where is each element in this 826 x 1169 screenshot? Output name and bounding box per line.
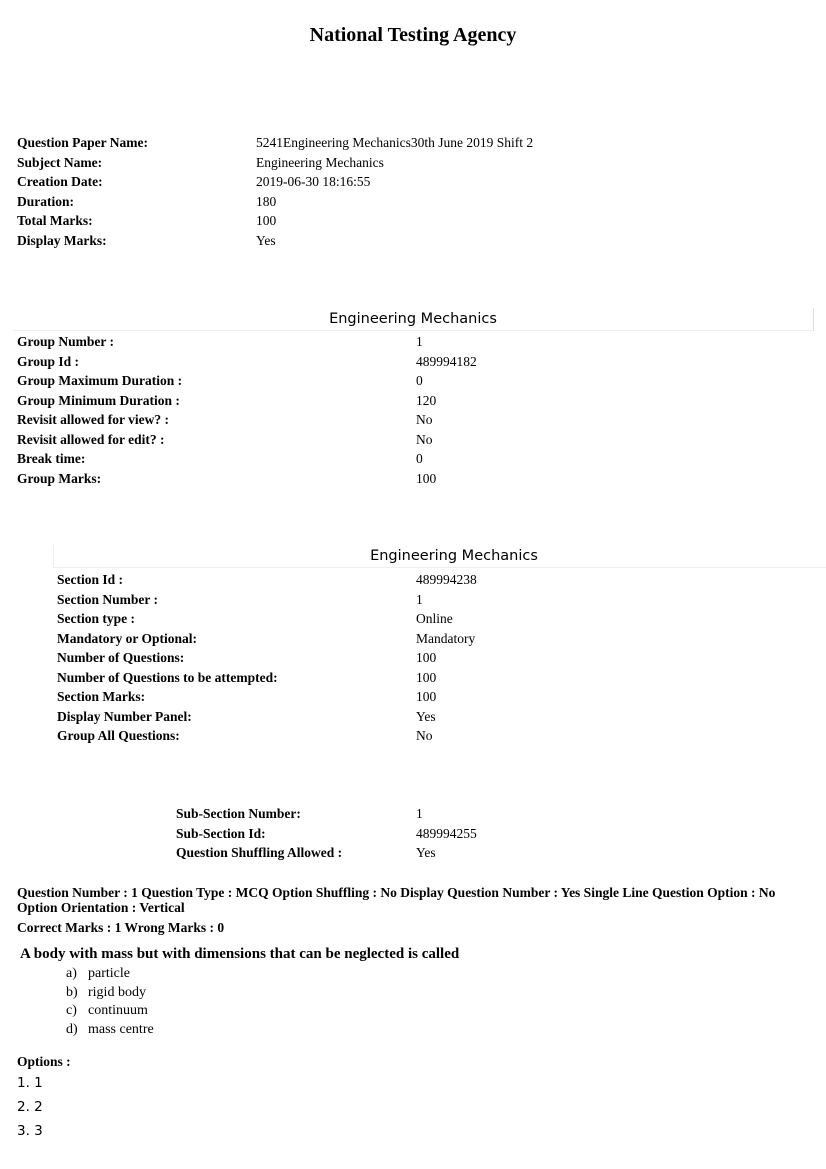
paper-info-row — [17, 153, 717, 173]
section-info-row — [57, 668, 757, 688]
paper-info-row — [17, 231, 717, 251]
choice-item — [66, 1002, 154, 1021]
field-label: Break time: — [17, 451, 86, 466]
field-label: Sub-Section Number: — [176, 806, 301, 821]
field-value: 100 — [416, 470, 437, 486]
field-label: Section Id : — [57, 572, 124, 587]
field-value: Yes — [416, 845, 436, 860]
field-value: 180 — [256, 193, 277, 209]
group-heading: Engineering Mechanics — [13, 308, 814, 331]
field-value: 100 — [256, 213, 277, 228]
question-choices — [66, 965, 154, 1039]
option-item: 1. 1 — [17, 1075, 43, 1091]
option-item: 3. 3 — [17, 1123, 43, 1139]
field-label: Group Number : — [17, 334, 115, 349]
question-text: A body with mass but with dimensions that can be neglected is called — [20, 946, 460, 962]
field-value: 100 — [416, 669, 437, 685]
paper-info-row — [17, 133, 717, 153]
field-label: Sub-Section Id: — [176, 825, 266, 841]
subsection-info-row — [176, 804, 676, 824]
field-label: Group Marks: — [17, 470, 102, 486]
field-label: Number of Questions to be attempted: — [57, 669, 278, 685]
option-item: 2. 2 — [17, 1099, 43, 1115]
group-info-row — [17, 371, 717, 391]
paper-info-table — [17, 133, 717, 250]
choice-letter: c) — [66, 1003, 77, 1018]
field-value: Mandatory — [416, 630, 476, 646]
group-info-row — [17, 449, 717, 469]
group-info-table — [17, 332, 717, 488]
field-value: No — [416, 728, 433, 743]
field-label: Question Paper Name: — [17, 135, 148, 150]
group-info-row — [17, 332, 717, 352]
section-info-row — [57, 629, 757, 649]
field-value: Yes — [416, 708, 436, 724]
field-label: Group Maximum Duration : — [17, 373, 183, 388]
section-info-row — [57, 590, 757, 610]
section-info-row — [57, 570, 757, 590]
section-info-row — [57, 707, 757, 727]
field-label: Group Id : — [17, 353, 80, 369]
choice-text: mass centre — [88, 1021, 154, 1037]
field-label: Question Shuffling Allowed : — [176, 845, 343, 860]
section-info-row — [57, 726, 757, 746]
options-list — [17, 1073, 43, 1145]
field-value: 489994182 — [416, 353, 477, 369]
group-info-row — [17, 430, 717, 450]
field-value: 0 — [416, 373, 423, 388]
group-info-row — [17, 352, 717, 372]
section-info-row — [57, 609, 757, 629]
field-value: No — [416, 431, 433, 447]
choice-letter: a) — [66, 966, 77, 981]
choice-item — [66, 1021, 154, 1040]
field-label: Total Marks: — [17, 213, 93, 228]
field-value: 2019-06-30 18:16:55 — [256, 174, 371, 189]
section-info-row — [57, 648, 757, 668]
paper-info-row — [17, 211, 717, 231]
field-value: No — [416, 412, 433, 427]
question-marks: Correct Marks : 1 Wrong Marks : 0 — [17, 920, 225, 935]
field-label: Section Marks: — [57, 689, 146, 704]
field-label: Group All Questions: — [57, 728, 180, 743]
field-label: Section type : — [57, 611, 135, 626]
section-info-table — [57, 570, 757, 746]
field-label: Subject Name: — [17, 154, 103, 170]
choice-text: particle — [88, 966, 130, 981]
field-value: Yes — [256, 232, 276, 248]
field-label: Mandatory or Optional: — [57, 630, 198, 646]
paper-info-row — [17, 172, 717, 192]
subsection-info-row — [176, 843, 676, 863]
section-info-row — [57, 687, 757, 707]
group-info-row — [17, 410, 717, 430]
field-label: Revisit allowed for edit? : — [17, 431, 165, 447]
subsection-info-table — [176, 804, 676, 863]
field-label: Creation Date: — [17, 174, 103, 189]
field-value: 120 — [416, 392, 437, 408]
field-value: Online — [416, 611, 453, 626]
choice-item — [66, 965, 154, 984]
choice-text: continuum — [88, 1003, 148, 1018]
field-value: 1 — [416, 806, 423, 821]
choice-item — [66, 984, 154, 1003]
choice-letter: d) — [66, 1021, 78, 1037]
paper-info-row — [17, 192, 717, 212]
field-label: Display Number Panel: — [57, 708, 192, 724]
field-value: 100 — [416, 650, 437, 665]
field-value: 489994255 — [416, 825, 477, 841]
field-value: 5241Engineering Mechanics30th June 2019 Shift 2 — [256, 135, 534, 150]
field-value: Engineering Mechanics — [256, 154, 384, 170]
choice-letter: b) — [66, 984, 78, 1000]
group-info-row — [17, 469, 717, 489]
field-label: Section Number : — [57, 591, 158, 607]
section-heading: Engineering Mechanics — [53, 545, 826, 568]
field-value: 100 — [416, 689, 437, 704]
field-label: Display Marks: — [17, 232, 107, 248]
choice-text: rigid body — [88, 984, 146, 1000]
field-value: 489994238 — [416, 572, 477, 587]
subsection-info-row — [176, 824, 676, 844]
field-label: Duration: — [17, 193, 74, 209]
page-title: National Testing Agency — [309, 24, 517, 46]
field-label: Group Minimum Duration : — [17, 392, 180, 408]
field-label: Number of Questions: — [57, 650, 185, 665]
group-info-row — [17, 391, 717, 411]
question-meta: Question Number : 1 Question Type : MCQ Option Shuffling : No Display Question Number : Yes Single Line Question Option : No Option Orientation : Vertical — [17, 885, 776, 915]
field-value: 1 — [416, 334, 423, 349]
field-label: Revisit allowed for view? : — [17, 412, 169, 427]
field-value: 1 — [416, 591, 423, 607]
field-value: 0 — [416, 451, 423, 466]
options-label: Options : — [17, 1054, 71, 1069]
